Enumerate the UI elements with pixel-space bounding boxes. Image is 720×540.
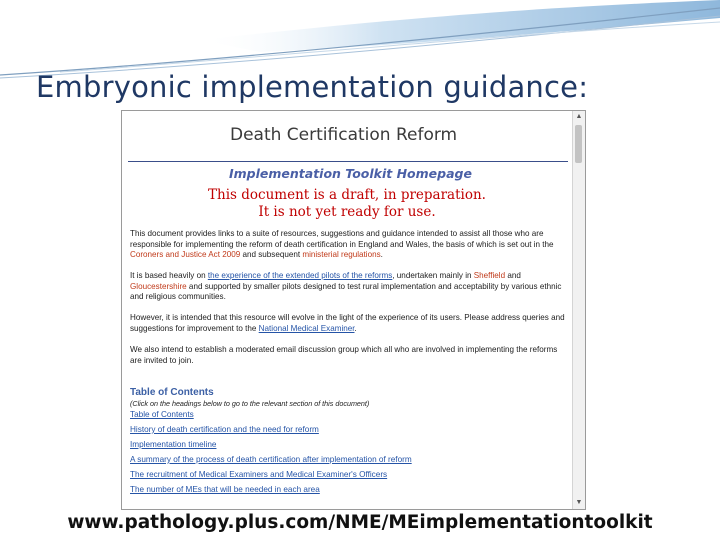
toc-item-process-summary[interactable]: A summary of the process of death certification after implementation of reform bbox=[130, 455, 412, 464]
vertical-scrollbar[interactable] bbox=[572, 111, 585, 509]
scroll-up-icon[interactable]: ▲ bbox=[575, 113, 583, 120]
draft-notice-line2: It is not yet ready for use. bbox=[258, 204, 436, 220]
url-caption: www.pathology.plus.com/NME/MEimplementationtoolkit bbox=[67, 512, 653, 533]
national-medical-examiner-link[interactable]: National Medical Examiner bbox=[258, 323, 355, 333]
sheffield-link[interactable]: Sheffield bbox=[473, 271, 506, 280]
toc-item-number-of-mes[interactable]: The number of MEs that will be needed in each area bbox=[130, 485, 320, 494]
document-screenshot bbox=[121, 110, 586, 510]
document-heading: Death Certification Reform bbox=[230, 125, 458, 145]
toc-item-table-of-contents[interactable]: Table of Contents bbox=[130, 410, 194, 419]
feedback-paragraph bbox=[130, 313, 566, 334]
extended-pilots-link[interactable]: the experience of the extended pilots of the reforms bbox=[207, 271, 393, 280]
intro-text-2: and subsequent bbox=[240, 250, 303, 260]
toc-item-history[interactable]: History of death certification and the need for reform bbox=[130, 425, 319, 434]
document-page bbox=[122, 111, 572, 509]
discussion-group-paragraph: We also intend to establish a moderated email discussion group which all who are involved in implementing the reforms are invited to join. bbox=[130, 345, 558, 365]
basis-text-4: and supported by smaller pilots designed to test rural implementation and acceptability by various ethnic and religious communities. bbox=[130, 281, 562, 302]
coroners-act-link[interactable]: Coroners and Justice Act 2009 bbox=[130, 250, 241, 260]
basis-text-3: and bbox=[505, 271, 521, 280]
toc-heading: Table of Contents bbox=[130, 387, 214, 398]
basis-paragraph bbox=[130, 271, 566, 303]
slide-title: Embryonic implementation guidance: bbox=[36, 70, 589, 104]
intro-paragraph bbox=[130, 229, 566, 261]
scroll-thumb[interactable] bbox=[575, 125, 582, 163]
scroll-down-icon[interactable]: ▼ bbox=[575, 499, 583, 506]
intro-text-3: . bbox=[380, 250, 383, 260]
toc-item-timeline[interactable]: Implementation timeline bbox=[130, 440, 217, 449]
basis-text: It is based heavily on bbox=[130, 271, 208, 280]
intro-text: This document provides links to a suite of resources, suggestions and guidance intended to assist all those who are responsible for implementing the reform of death certification in England and Wales, the basis of which is set out in the bbox=[130, 229, 554, 249]
feedback-text-2: . bbox=[354, 323, 357, 333]
ministerial-regulations-link[interactable]: ministerial regulations bbox=[302, 250, 381, 260]
document-subheading: Implementation Toolkit Homepage bbox=[229, 166, 472, 181]
feedback-text: However, it is intended that this resource will evolve in the light of the experience of its users. Please address queries and suggestions for improvement to the bbox=[130, 313, 565, 333]
gloucestershire-link[interactable]: Gloucestershire bbox=[130, 281, 187, 291]
toc-note: (Click on the headings below to go to the relevant section of this document) bbox=[130, 399, 370, 408]
heading-divider bbox=[128, 161, 568, 162]
toc-item-recruitment[interactable]: The recruitment of Medical Examiners and Medical Examiner's Officers bbox=[130, 470, 388, 479]
draft-notice-line1: This document is a draft, in preparation. bbox=[208, 187, 486, 203]
basis-text-2: , undertaken mainly in bbox=[392, 271, 474, 280]
